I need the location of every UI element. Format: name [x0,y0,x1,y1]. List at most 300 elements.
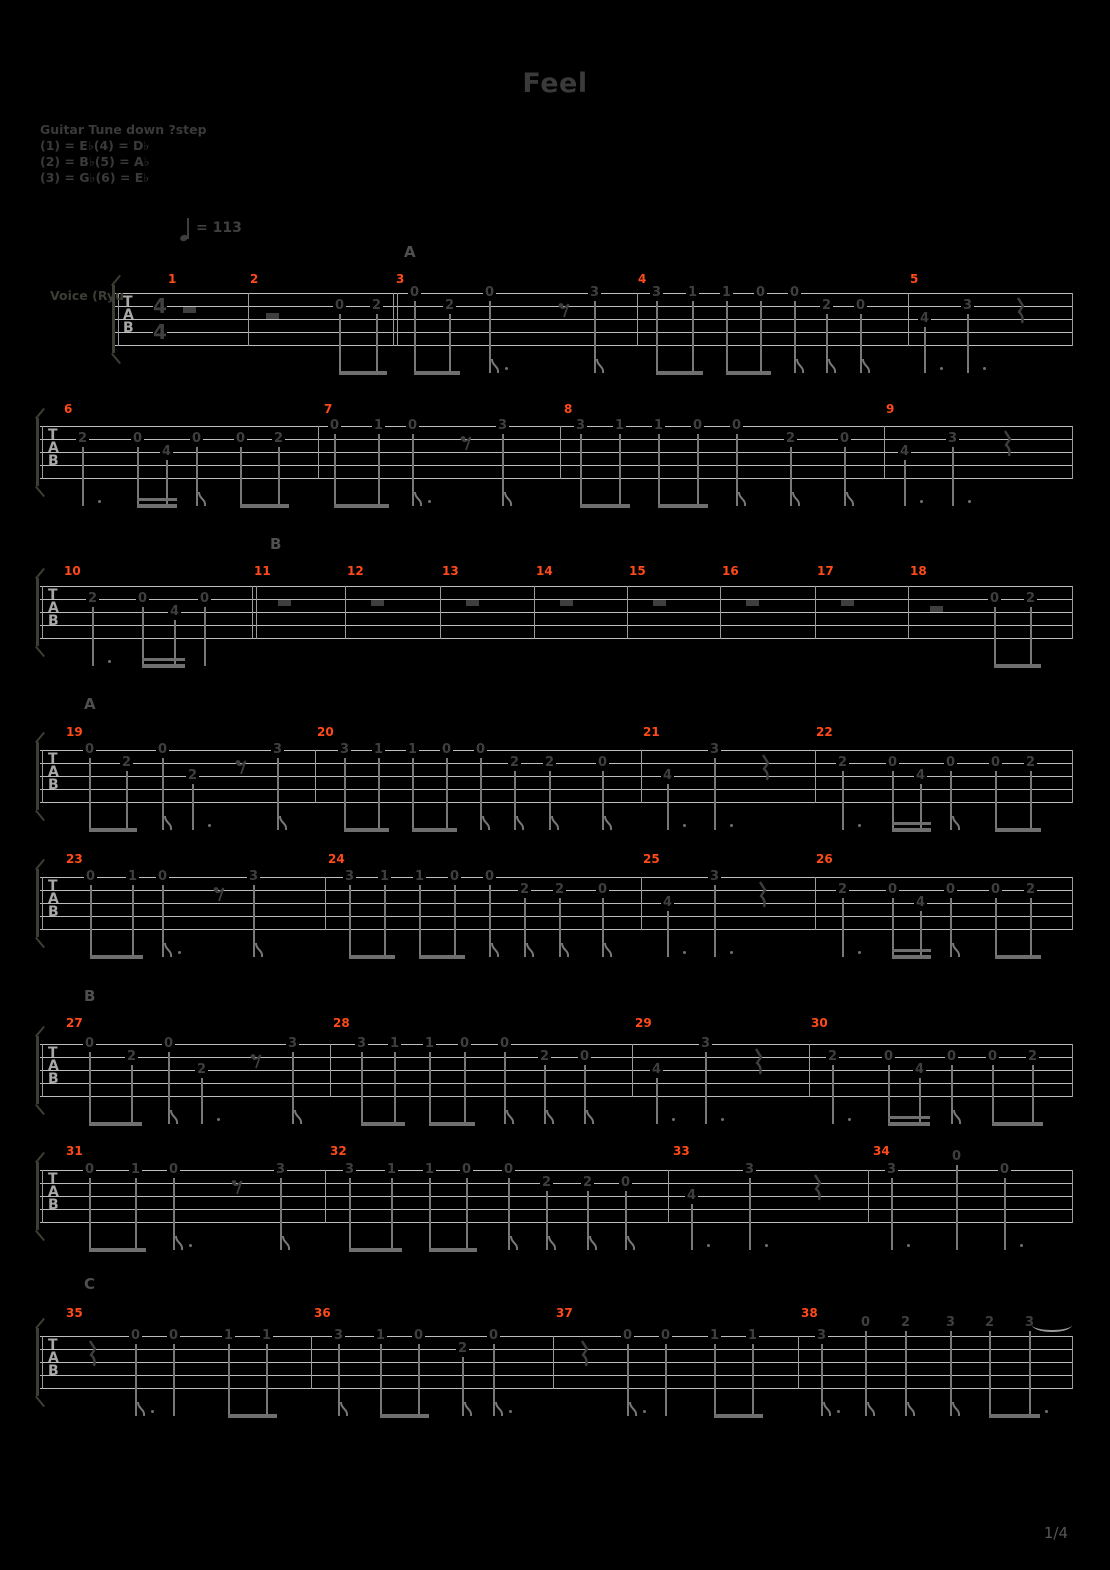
note-stem [126,771,128,830]
eighth-flag [279,816,288,835]
eighth-flag [464,1402,473,1421]
tab-clef-letter: A [48,600,59,616]
eighth-flag [952,816,961,835]
quarter-rest [760,754,771,786]
barline [560,426,561,479]
measure-number: 13 [442,564,459,578]
measure-number: 35 [66,1306,83,1320]
fret-number: 3 [276,1162,286,1177]
barline [815,877,816,930]
fret-number: 2 [197,1062,207,1077]
fret-number: 4 [687,1188,697,1203]
barline [42,586,43,639]
note-stem [240,447,242,506]
eighth-rest [231,1178,243,1199]
eighth-flag [491,943,500,962]
fret-number: 2 [838,755,848,770]
note-stem [995,771,997,830]
barline [252,586,253,639]
eighth-flag [164,816,173,835]
barline [884,426,885,479]
fret-number: 0 [623,1328,633,1343]
beam [344,828,389,832]
tab-clef-letter: B [48,777,59,793]
eighth-flag [629,1402,638,1421]
eighth-rest [460,434,472,455]
barline [809,1044,810,1097]
fret-number: 0 [840,431,850,446]
staff-line [40,638,1072,639]
eighth-flag [586,1110,595,1129]
quarter-rest [753,1048,764,1080]
time-signature-upper: 4 [153,294,167,318]
staff-line [40,465,1072,466]
barline [1072,426,1073,479]
note-stem [656,1078,658,1124]
fret-number: 0 [192,431,202,446]
beam-secondary [142,658,185,661]
tuning-line: (2) = B♭(5) = A♭ [40,154,150,169]
barline [325,877,326,930]
eighth-flag [548,1236,557,1255]
note-stem [714,758,716,830]
staff-line [40,1349,1072,1350]
fret-number: 0 [946,882,956,897]
fret-number: 0 [200,591,210,606]
barline [325,1170,326,1223]
note-stem [334,434,336,506]
augmentation-dot [178,951,181,954]
staff-line [40,789,1072,790]
staff-line [40,1044,1072,1045]
staff-line [40,426,1072,427]
augmentation-dot [765,1244,768,1247]
eighth-flag [164,943,173,962]
barline-double [256,586,257,639]
augmentation-dot [730,951,733,954]
fret-number: 0 [85,742,95,757]
beam [658,504,708,508]
note-stem [228,1344,230,1416]
eighth-flag [596,359,605,378]
system-bracket [35,1230,45,1241]
note-stem [204,607,206,666]
fret-number: 0 [460,1036,470,1051]
barline [318,426,319,479]
augmentation-dot [505,367,508,370]
beam-secondary [137,498,177,501]
fret-number: 2 [1026,755,1036,770]
staff-line [40,612,1072,613]
fret-number: 1 [748,1328,758,1343]
barline [42,1336,43,1389]
augmentation-dot [1045,1410,1048,1413]
fret-number: 0 [158,742,168,757]
measure-number: 16 [722,564,739,578]
barline [815,750,816,803]
note-stem [349,1178,351,1250]
augmentation-dot [98,500,101,503]
fret-number: 0 [489,1328,499,1343]
beam [995,955,1041,959]
note-stem [1004,1178,1006,1250]
fret-number: 0 [462,1162,472,1177]
eighth-flag [255,943,264,962]
fret-number: 0 [947,1049,957,1064]
measure-number: 23 [66,852,83,866]
beam [349,1248,402,1252]
system-bracket [35,1152,45,1163]
barline [440,586,441,639]
note-stem [391,1178,393,1250]
note-stem [726,301,728,373]
beam [228,1414,277,1418]
eighth-flag [504,492,513,511]
measure-number: 30 [811,1016,828,1030]
barline [637,293,638,346]
note-stem [173,1344,175,1416]
whole-rest [371,600,384,606]
staff-line [40,1336,1072,1337]
fret-number: 0 [946,755,956,770]
section-letter: B [84,987,96,1005]
barline [248,293,249,346]
note-stem [994,607,996,666]
staff-line [40,599,1072,600]
note-stem [832,1065,834,1124]
barline-double [397,293,398,346]
fret-number: 4 [900,444,910,459]
eighth-flag [867,1402,876,1421]
fret-number: 0 [500,1036,510,1051]
barline [1072,877,1073,930]
note-stem [378,758,380,830]
beam [349,955,395,959]
augmentation-dot [858,824,861,827]
fret-number: 0 [990,591,1000,606]
barline [1072,750,1073,803]
measure-number: 24 [328,852,345,866]
system-bracket [35,1318,45,1329]
fret-number: 2 [520,882,530,897]
note-stem [380,1344,382,1416]
tie-arc [1032,1318,1072,1332]
fret-number: 3 [948,431,958,446]
track-label: Voice (Ryu [50,288,124,303]
beam [380,1414,429,1418]
augmentation-dot [217,1118,220,1121]
system-bracket [36,742,39,810]
eighth-flag [482,816,491,835]
song-title: Feel [522,68,588,99]
note-stem [135,1178,137,1250]
note-stem [378,434,380,506]
quarter-rest [1002,430,1013,462]
eighth-flag [546,1110,555,1129]
fret-number: 1 [615,418,625,433]
note-stem [891,1178,893,1250]
note-stem [749,1178,751,1250]
fret-number: 2 [583,1175,593,1190]
fret-number: 2 [542,1175,552,1190]
barline [1072,293,1073,346]
fret-number: 0 [169,1162,179,1177]
system-bracket [35,810,45,821]
fret-number: 2 [555,882,565,897]
tab-clef-letter: T [48,587,58,603]
fret-number: 4 [162,444,172,459]
measure-number: 19 [66,725,83,739]
fret-number: 1 [131,1162,141,1177]
barline [42,426,43,479]
staff-line [40,916,1072,917]
beam [334,504,389,508]
note-stem [705,1052,707,1124]
eighth-flag [738,492,747,511]
fret-number: 3 [710,869,720,884]
beam [992,1122,1043,1126]
measure-number: 26 [816,852,833,866]
beam [142,664,185,668]
system-bracket [36,1162,39,1230]
fret-number: 3 [590,285,600,300]
eighth-flag [526,943,535,962]
system-bracket [111,275,121,286]
note-stem [132,885,134,957]
tempo-value: = 113 [196,220,242,236]
note-stem [992,1065,994,1124]
fret-number: 0 [164,1036,174,1051]
fret-number: 2 [540,1049,550,1064]
fret-number: 0 [888,755,898,770]
barline [42,750,43,803]
tuning-line: (3) = G♭(6) = E♭ [40,170,150,185]
augmentation-dot [189,1244,192,1247]
quarter-rest [87,1340,98,1372]
note-stem [842,771,844,830]
staff-line [40,1196,1072,1197]
note-stem [1030,771,1032,830]
measure-number: 17 [817,564,834,578]
note-stem [349,885,351,957]
barline [330,1044,331,1097]
fret-number: 0 [952,1149,962,1164]
note-stem [691,1204,693,1250]
barline [311,1336,312,1389]
fret-number: 4 [920,311,930,326]
fret-number: 0 [756,285,766,300]
eighth-flag [175,1236,184,1255]
fret-number: 1 [376,1328,386,1343]
eighth-flag [604,943,613,962]
fret-number: 1 [128,869,138,884]
tab-clef-letter: T [48,878,58,894]
fret-number: 1 [415,869,425,884]
tab-clef-letter: B [123,320,134,336]
measure-number: 38 [801,1306,818,1320]
fret-number: 2 [88,591,98,606]
fret-number: 3 [576,418,586,433]
fret-number: 2 [545,755,555,770]
tab-clef-letter: A [48,440,59,456]
fret-number: 1 [688,285,698,300]
staff-line [40,1096,1072,1097]
fret-number: 2 [127,1049,137,1064]
augmentation-dot [730,824,733,827]
augmentation-dot [707,1244,710,1247]
fret-number: 3 [249,869,259,884]
beam [240,504,289,508]
note-stem [995,898,997,957]
fret-number: 0 [884,1049,894,1064]
beam [89,828,137,832]
augmentation-dot [509,1410,512,1413]
measure-number: 27 [66,1016,83,1030]
note-stem [714,1344,716,1416]
staff-line [40,1388,1072,1389]
note-stem [580,434,582,506]
augmentation-dot [721,1118,724,1121]
note-stem [697,434,699,506]
fret-number: 3 [701,1036,711,1051]
note-stem [464,1052,466,1124]
eighth-flag [828,359,837,378]
measure-number: 4 [638,272,647,286]
fret-number: 1 [425,1036,435,1051]
fret-number: 3 [498,418,508,433]
system-bracket [36,1328,39,1396]
eighth-flag [792,492,801,511]
eighth-flag [589,1236,598,1255]
whole-rest [841,600,854,606]
beam [89,1248,146,1252]
measure-number: 37 [556,1306,573,1320]
note-stem [692,301,694,373]
fret-number: 3 [340,742,350,757]
augmentation-dot [683,824,686,827]
tab-clef-letter: B [48,613,59,629]
augmentation-dot [151,1410,154,1413]
fret-number: 0 [693,418,703,433]
eighth-flag [516,816,525,835]
note-stem [466,1178,468,1250]
fret-number: 3 [946,1315,956,1330]
augmentation-dot [940,367,943,370]
beam [429,1122,475,1126]
augmentation-dot [683,951,686,954]
fret-number: 2 [122,755,132,770]
half-rest [266,313,279,319]
measure-number: 1 [168,272,177,286]
fret-number: 2 [1026,591,1036,606]
barline [1072,1170,1073,1223]
fret-number: 3 [345,1162,355,1177]
system-bracket [36,418,39,486]
measure-number: 20 [317,725,334,739]
note-stem [714,885,716,957]
eighth-rest [213,885,225,906]
note-stem [344,758,346,830]
note-stem [665,1344,667,1416]
note-stem [419,885,421,957]
note-stem [89,1178,91,1250]
whole-rest [466,600,479,606]
staff-line [40,1375,1072,1376]
note-stem [667,784,669,830]
fret-number: 4 [652,1062,662,1077]
beam-secondary [892,949,931,952]
note-stem [131,1065,133,1124]
system-bracket [35,486,45,497]
augmentation-dot [428,500,431,503]
fret-number: 2 [1028,1049,1038,1064]
eighth-flag [294,1110,303,1129]
eighth-flag [170,1110,179,1129]
barline [908,586,909,639]
beam [726,371,771,375]
fret-number: 0 [598,882,608,897]
fret-number: 0 [158,869,168,884]
fret-number: 0 [442,742,452,757]
barline [393,293,394,346]
eighth-flag [414,492,423,511]
fret-number: 0 [861,1315,871,1330]
system-bracket [35,732,45,743]
note-stem [1030,898,1032,957]
fret-number: 0 [330,418,340,433]
beam [580,504,630,508]
fret-number: 0 [661,1328,671,1343]
fret-number: 0 [86,869,96,884]
system-bracket [36,869,39,937]
fret-number: 0 [169,1328,179,1343]
system-bracket [35,1104,45,1115]
eighth-rest [250,1052,262,1073]
note-stem [842,898,844,957]
barline [815,586,816,639]
fret-number: 2 [828,1049,838,1064]
eighth-flag [198,492,207,511]
barline [1072,586,1073,639]
augmentation-dot [848,1118,851,1121]
fret-number: 0 [410,285,420,300]
fret-number: 1 [654,418,664,433]
note-stem [89,758,91,830]
fret-number: 4 [916,895,926,910]
tab-clef-letter: B [48,1363,59,1379]
quarter-rest [579,1340,590,1372]
section-letter: B [270,535,282,553]
barline [641,750,642,803]
measure-number: 5 [910,272,919,286]
fret-number: 0 [1000,1162,1010,1177]
measure-number: 2 [250,272,259,286]
fret-number: 1 [380,869,390,884]
note-stem [446,758,448,830]
note-stem [361,1052,363,1124]
barline [632,1044,633,1097]
note-stem [924,327,926,373]
note-stem [956,1165,958,1250]
eighth-rest [558,301,570,322]
note-stem [90,885,92,957]
system-bracket [35,408,45,419]
fret-number: 0 [988,1049,998,1064]
system-bracket [35,1026,45,1037]
note-stem [278,447,280,506]
beam [989,1414,1040,1418]
beam [888,1122,930,1126]
